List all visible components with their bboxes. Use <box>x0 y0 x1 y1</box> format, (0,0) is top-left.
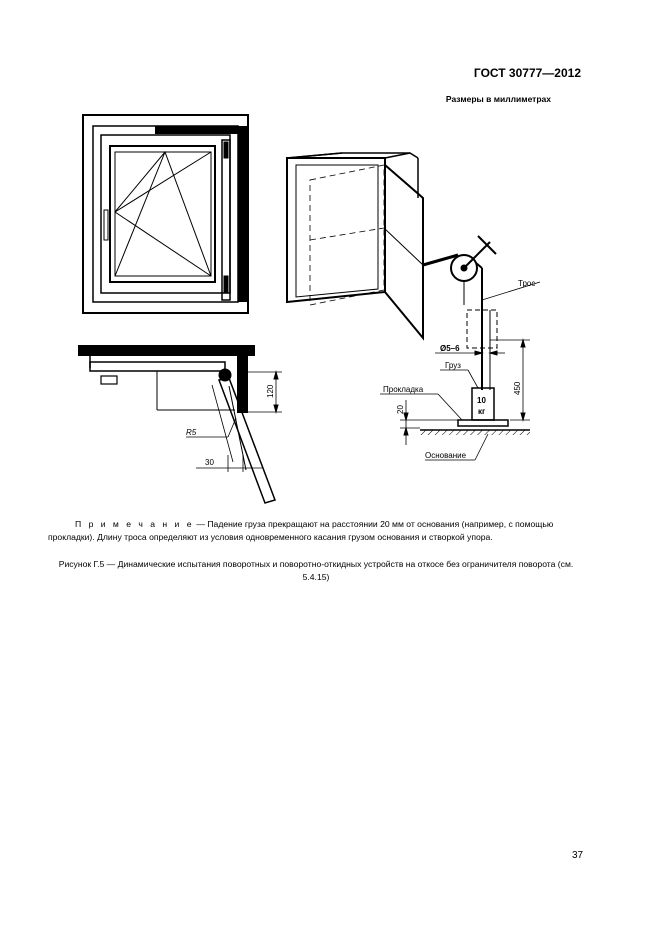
page-number: 37 <box>572 850 584 861</box>
dim-120: 120 <box>266 384 275 398</box>
note-line-1: — Падение груза прекращают на расстоянии 20 мм от основания (например, с помощью <box>194 519 554 529</box>
window-section-view <box>78 345 282 503</box>
note-block <box>48 518 585 543</box>
base-label: Основание <box>425 451 467 460</box>
note-line-2: прокладки). Длину троса определяют из условия одновременного касания грузом основания и створкой упора. <box>48 531 493 542</box>
weight-label: Груз <box>445 361 461 370</box>
dim-450: 450 <box>513 381 522 395</box>
diameter-label: Ø5–6 <box>440 344 460 353</box>
rope-label: Трос <box>518 279 536 288</box>
mass-value: 10 <box>477 396 486 405</box>
mass-unit: кг <box>478 407 486 416</box>
standard-header: ГОСТ 30777—2012 <box>473 66 581 80</box>
test-setup-view <box>287 153 540 460</box>
units-note: Размеры в миллиметрах <box>445 94 551 104</box>
spacer-label: Прокладка <box>383 385 424 394</box>
dim-30: 30 <box>205 458 214 467</box>
window-front-view <box>83 115 248 313</box>
dim-20: 20 <box>396 405 405 414</box>
figure-caption: Рисунок Г.5 — Динамические испытания поворотных и поворотно-откидных устройств на откосе без ограничителя поворота (см. 5.4.15) <box>58 559 574 582</box>
note-lead: П р и м е ч а н и е <box>75 519 195 529</box>
radius-label: R5 <box>186 428 197 437</box>
